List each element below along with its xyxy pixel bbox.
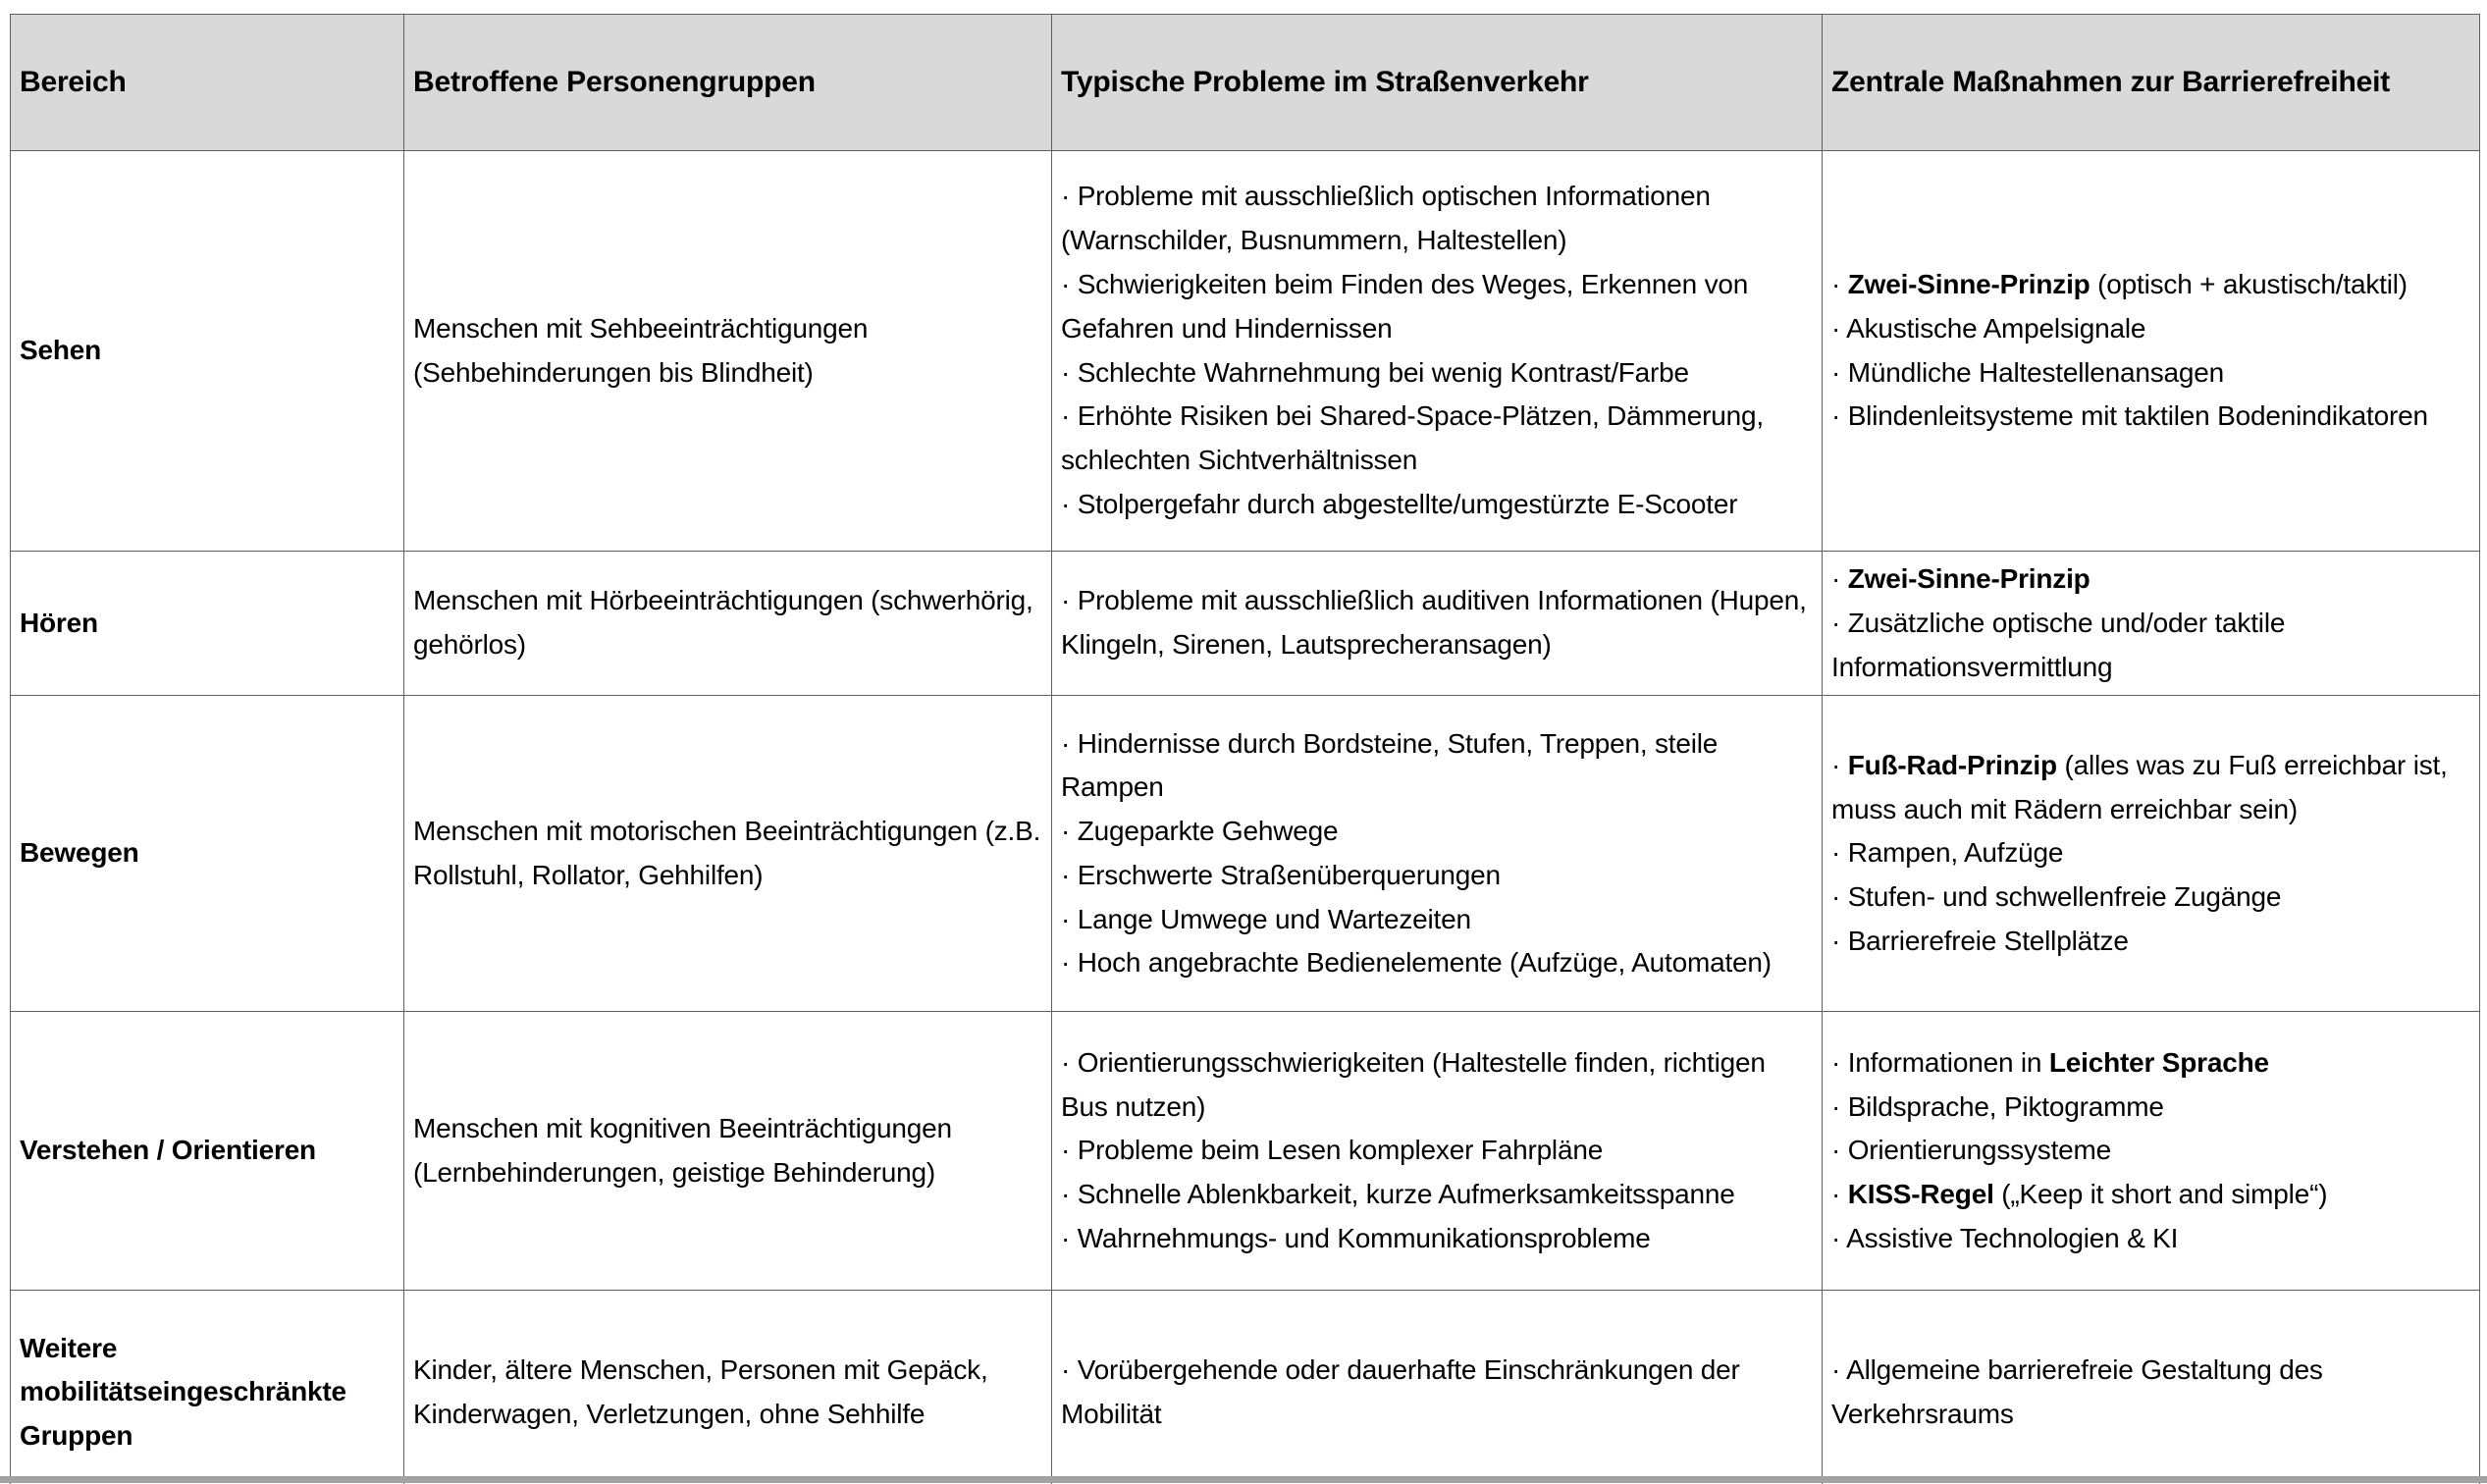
personengruppen-cell xyxy=(404,696,1052,1012)
text-segment: · xyxy=(1831,563,1848,594)
bottom-edge-bar xyxy=(0,1476,2487,1483)
bereich-label: Sehen xyxy=(20,335,102,366)
personengruppen-cell xyxy=(404,552,1052,696)
personengruppen-text: Menschen mit kognitiven Beeinträchtigungen (Lernbehinderungen, geistige Behinderung) xyxy=(413,1113,952,1188)
problem-item xyxy=(1061,898,1813,942)
massnahme-item xyxy=(1831,875,2470,920)
problem-item xyxy=(1061,175,1813,263)
text-segment: · Schlechte Wahrnehmung bei wenig Kontrast/Farbe xyxy=(1061,356,1689,388)
massnahmen-cell xyxy=(1823,696,2480,1012)
bereich-cell xyxy=(11,552,404,696)
problem-item xyxy=(1061,395,1813,483)
text-segment: · Mündliche Haltestellenansagen xyxy=(1831,356,2225,388)
personengruppen-cell xyxy=(404,1012,1052,1291)
text-segment: · Probleme beim Lesen komplexer Fahrpläne xyxy=(1061,1135,1604,1166)
table-row xyxy=(11,151,2480,552)
massnahme-item xyxy=(1831,1173,2470,1217)
massnahmen-cell xyxy=(1823,151,2480,552)
text-segment: · Blindenleitsysteme mit taktilen Bodenindikatoren xyxy=(1831,400,2428,432)
massnahme-item xyxy=(1831,831,2470,875)
bereich-label: Hören xyxy=(20,607,98,638)
text-segment: · xyxy=(1831,749,1848,780)
text-segment: · Stolpergefahr durch abgestellte/umgestürzte E-Scooter xyxy=(1061,488,1738,519)
table-body xyxy=(11,151,2480,1484)
text-segment: · Wahrnehmungs- und Kommunikationsprobleme xyxy=(1061,1223,1651,1254)
text-segment: · Lange Umwege und Wartezeiten xyxy=(1061,903,1471,934)
massnahme-item xyxy=(1831,920,2470,964)
text-segment: · xyxy=(1831,1179,1848,1210)
text-segment: KISS-Regel xyxy=(1847,1179,1994,1210)
probleme-cell xyxy=(1052,552,1823,696)
problem-item xyxy=(1061,483,1813,527)
bereich-cell xyxy=(11,696,404,1012)
bereich-label: Weitere mobilitätseingeschränkte Gruppen xyxy=(20,1332,346,1452)
massnahme-item xyxy=(1831,307,2470,351)
personengruppen-text: Menschen mit Sehbeeinträchtigungen (Sehbehinderungen bis Blindheit) xyxy=(413,312,869,388)
text-segment: · Akustische Ampelsignale xyxy=(1831,312,2146,344)
text-segment: · Allgemeine barrierefreie Gestaltung des Verkehrsraums xyxy=(1831,1354,2323,1429)
table-row xyxy=(11,696,2480,1012)
table-row xyxy=(11,1291,2480,1484)
column-header: Betroffene Personengruppen xyxy=(404,15,1052,151)
massnahme-item xyxy=(1831,1349,2470,1437)
massnahme-item xyxy=(1831,602,2470,690)
massnahmen-cell xyxy=(1823,1012,2480,1291)
probleme-cell xyxy=(1052,696,1823,1012)
massnahme-item xyxy=(1831,1086,2470,1130)
personengruppen-cell xyxy=(404,1291,1052,1484)
massnahme-item xyxy=(1831,351,2470,396)
bereich-label: Bewegen xyxy=(20,837,139,869)
massnahme-item xyxy=(1831,263,2470,307)
column-header: Bereich xyxy=(11,15,404,151)
massnahme-item xyxy=(1831,1217,2470,1261)
bereich-cell xyxy=(11,1291,404,1484)
text-segment: · Hoch angebrachte Bedienelemente (Aufzüge, Automaten) xyxy=(1061,947,1772,979)
accessibility-table xyxy=(10,14,2480,1484)
problem-item xyxy=(1061,941,1813,985)
probleme-cell xyxy=(1052,1012,1823,1291)
text-segment: · Erhöhte Risiken bei Shared-Space-Plätzen, Dämmerung, schlechten Sichtverhältnissen xyxy=(1061,400,1764,476)
header-row xyxy=(11,15,2480,151)
personengruppen-text: Kinder, ältere Menschen, Personen mit Gepäck, Kinderwagen, Verletzungen, ohne Sehhilfe xyxy=(413,1354,988,1429)
text-segment: Zwei-Sinne-Prinzip xyxy=(1847,268,2090,299)
text-segment: Leichter Sprache xyxy=(2048,1046,2269,1078)
massnahme-item xyxy=(1831,744,2470,832)
text-segment: · Informationen in xyxy=(1831,1046,2049,1078)
probleme-cell xyxy=(1052,151,1823,552)
text-segment: · Probleme mit ausschließlich optischen Informationen (Warnschilder, Busnummern, Haltestellen) xyxy=(1061,181,1711,256)
text-segment: · Probleme mit ausschließlich auditiven Informationen (Hupen, Klingeln, Sirenen, Lautsprecheransagen) xyxy=(1061,585,1807,661)
text-segment: · Zugeparkte Gehwege xyxy=(1061,816,1339,847)
problem-item xyxy=(1061,854,1813,898)
text-segment: Zwei-Sinne-Prinzip xyxy=(1847,563,2090,594)
personengruppen-text: Menschen mit Hörbeeinträchtigungen (schwerhörig, gehörlos) xyxy=(413,585,1033,661)
massnahmen-cell xyxy=(1823,552,2480,696)
text-segment: · Assistive Technologien & KI xyxy=(1831,1223,2179,1254)
massnahme-item xyxy=(1831,1129,2470,1173)
personengruppen-text: Menschen mit motorischen Beeinträchtigungen (z.B. Rollstuhl, Rollator, Gehhilfen) xyxy=(413,816,1041,890)
text-segment: („Keep it short and simple“) xyxy=(1993,1179,2328,1210)
table-row xyxy=(11,552,2480,696)
massnahme-item xyxy=(1831,1041,2470,1086)
text-segment: · Schnelle Ablenkbarkeit, kurze Aufmerksamkeitsspanne xyxy=(1061,1179,1735,1210)
bereich-cell xyxy=(11,1012,404,1291)
text-segment: · Rampen, Aufzüge xyxy=(1831,837,2064,869)
probleme-cell xyxy=(1052,1291,1823,1484)
text-segment: · Stufen- und schwellenfreie Zugänge xyxy=(1831,881,2282,913)
personengruppen-cell xyxy=(404,151,1052,552)
text-segment: · Bildsprache, Piktogramme xyxy=(1831,1090,2164,1122)
text-segment: · Hindernisse durch Bordsteine, Stufen, Treppen, steile Rampen xyxy=(1061,727,1719,803)
text-segment: · Schwierigkeiten beim Finden des Weges, Erkennen von Gefahren und Hindernissen xyxy=(1061,268,1749,344)
column-header: Typische Probleme im Straßenverkehr xyxy=(1052,15,1823,151)
text-segment: (optisch + akustisch/taktil) xyxy=(2090,268,2408,299)
problem-item xyxy=(1061,1349,1813,1437)
text-segment: · Erschwerte Straßenüberquerungen xyxy=(1061,859,1501,890)
table-row xyxy=(11,1012,2480,1291)
massnahme-item xyxy=(1831,395,2470,439)
text-segment: · Orientierungssysteme xyxy=(1831,1135,2112,1166)
text-segment: · Vorübergehende oder dauerhafte Einschränkungen der Mobilität xyxy=(1061,1354,1740,1429)
problem-item xyxy=(1061,263,1813,351)
problem-item xyxy=(1061,351,1813,396)
problem-item xyxy=(1061,810,1813,854)
text-segment: (alles was zu Fuß erreichbar ist, muss auch mit Rädern erreichbar sein) xyxy=(1831,749,2448,824)
massnahmen-cell xyxy=(1823,1291,2480,1484)
table-header xyxy=(11,15,2480,151)
text-segment: · Zusätzliche optische und/oder taktile Informationsvermittlung xyxy=(1831,607,2286,682)
problem-item xyxy=(1061,579,1813,667)
bereich-cell xyxy=(11,151,404,552)
column-header: Zentrale Maßnahmen zur Barrierefreiheit xyxy=(1823,15,2480,151)
text-segment: · xyxy=(1831,268,1848,299)
massnahme-item xyxy=(1831,557,2470,602)
text-segment: · Barrierefreie Stellplätze xyxy=(1831,926,2129,957)
problem-item xyxy=(1061,722,1813,811)
problem-item xyxy=(1061,1217,1813,1261)
problem-item xyxy=(1061,1041,1813,1130)
bereich-label: Verstehen / Orientieren xyxy=(20,1135,316,1166)
problem-item xyxy=(1061,1129,1813,1173)
problem-item xyxy=(1061,1173,1813,1217)
text-segment: · Orientierungsschwierigkeiten (Haltestelle finden, richtigen Bus nutzen) xyxy=(1061,1046,1766,1122)
text-segment: Fuß-Rad-Prinzip xyxy=(1847,749,2057,780)
